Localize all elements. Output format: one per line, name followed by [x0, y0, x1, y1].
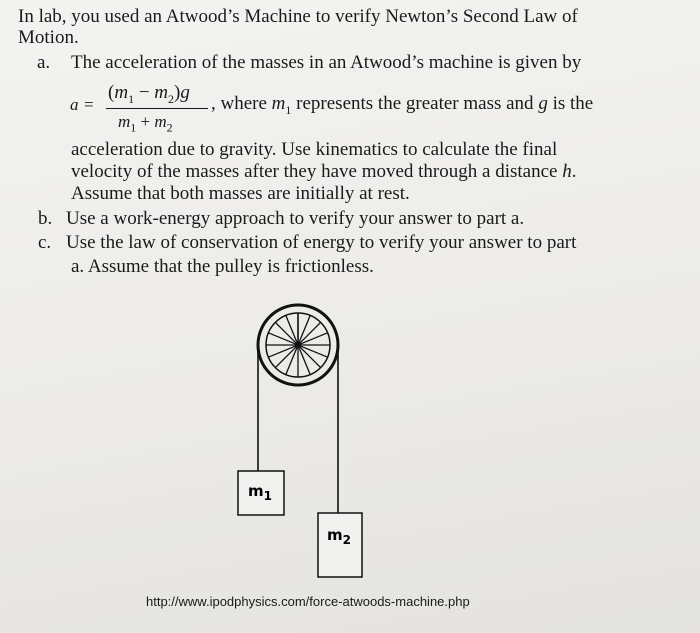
pulley-wheel: [258, 305, 338, 385]
question-c-marker: c.: [38, 232, 52, 253]
formula-lhs: a: [70, 95, 79, 114]
intro-line-1: In lab, you used an Atwood’s Machine to verify Newton’s Second Law of: [18, 6, 578, 27]
source-caption: http://www.ipodphysics.com/force-atwoods-machine.php: [146, 594, 470, 609]
mass-2-label: $m_2$: [327, 526, 351, 547]
acceleration-formula: [48, 82, 668, 136]
question-c-line-2: a. Assume that the pulley is frictionless.: [71, 256, 374, 277]
formula-fraction-bar: [106, 108, 208, 109]
question-a-line-2: acceleration due to gravity. Use kinematics to calculate the final: [71, 139, 558, 160]
mass-2-block: [318, 513, 362, 577]
mass-1-label: $m_1$: [248, 482, 272, 503]
question-a-line-1: The acceleration of the masses in an Atwood’s machine is given by: [71, 52, 582, 73]
question-c-line-1: Use the law of conservation of energy to verify your answer to part: [66, 232, 577, 253]
question-a-line-3: velocity of the masses after they have moved through a distance h.: [71, 161, 577, 182]
question-b-line-1: Use a work-energy approach to verify your answer to part a.: [66, 208, 525, 229]
question-a-marker: a.: [37, 52, 51, 73]
formula-equals: =: [84, 95, 94, 114]
formula-explanation: , where $m_1$ represents the greater mass and g is the: [211, 93, 594, 117]
atwood-machine-diagram: [226, 303, 406, 593]
formula-numerator: $(m_1 - m_2)g$: [108, 82, 190, 106]
intro-line-2: Motion.: [18, 27, 79, 48]
question-a-line-4: Assume that both masses are initially at rest.: [71, 183, 410, 204]
question-b-marker: b.: [38, 208, 53, 229]
formula-denominator: $m_1 + m_2$: [118, 112, 173, 135]
